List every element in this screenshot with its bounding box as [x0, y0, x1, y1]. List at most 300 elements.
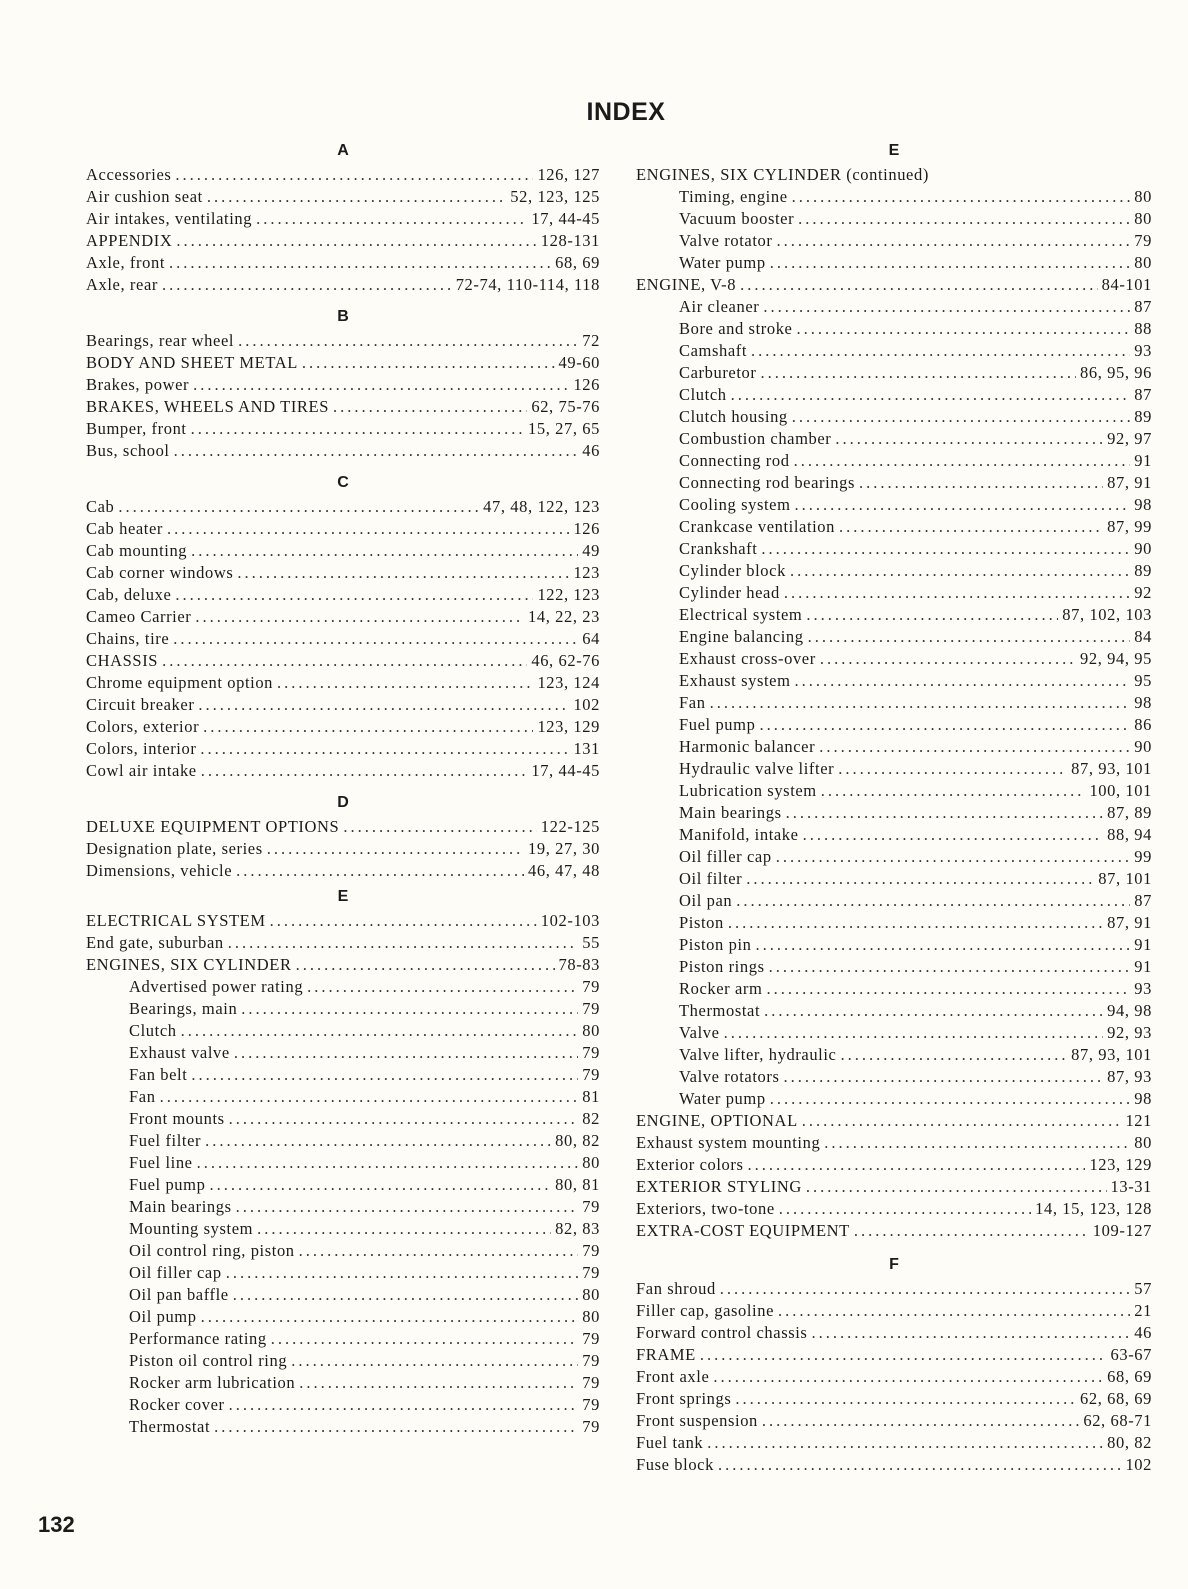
index-entry [86, 418, 600, 440]
entry-pages: 91 [1134, 935, 1152, 954]
dot-leader [820, 648, 1076, 670]
index-entry [86, 330, 600, 352]
entry-pages: 122, 123 [537, 585, 600, 604]
entry-label: Oil pan [679, 891, 733, 910]
entry-pages: 46 [1134, 1323, 1152, 1342]
index-entry [86, 860, 600, 882]
entry-label: Bumper, front [86, 419, 187, 438]
entry-pages: 80 [1134, 253, 1152, 272]
index-entry [86, 606, 600, 628]
dot-leader [798, 208, 1130, 230]
right-column [636, 140, 1152, 1476]
index-entry [636, 1132, 1152, 1154]
index-entry [86, 816, 600, 838]
dot-leader [759, 714, 1130, 736]
index-entry [636, 1454, 1152, 1476]
entry-label: Timing, engine [679, 187, 788, 206]
index-section [86, 472, 600, 782]
entry-pages: 93 [1134, 341, 1152, 360]
index-entry [636, 1278, 1152, 1300]
index-subentry [636, 626, 1152, 648]
index-subentry [636, 472, 1152, 494]
entry-label: Filler cap, gasoline [636, 1301, 775, 1320]
section-letter: B [337, 308, 349, 325]
dot-leader [241, 998, 578, 1020]
entry-label: Dimensions, vehicle [86, 861, 233, 880]
entry-pages: 21 [1134, 1301, 1152, 1320]
entry-label: Fuse block [636, 1455, 714, 1474]
entry-label: Front axle [636, 1367, 710, 1386]
dot-leader [160, 1086, 579, 1108]
index-section [86, 886, 600, 1438]
entry-label: Cooling system [679, 495, 791, 514]
entry-pages: 82, 83 [555, 1219, 600, 1238]
dot-leader [839, 516, 1103, 538]
entry-label: Fan shroud [636, 1279, 716, 1298]
entry-label: Rocker cover [129, 1395, 225, 1414]
dot-leader [226, 1262, 579, 1284]
index-entry [636, 1300, 1152, 1322]
entry-label: Bearings, main [129, 999, 238, 1018]
index-entry [86, 496, 600, 518]
dot-leader [735, 1388, 1076, 1410]
index-entry [86, 694, 600, 716]
index-entry [636, 1220, 1152, 1242]
entry-pages: 87, 91 [1107, 913, 1152, 932]
entry-label: FRAME [636, 1345, 696, 1364]
entry-pages: 98 [1134, 693, 1152, 712]
entry-label: Clutch [129, 1021, 177, 1040]
entry-label: Main bearings [129, 1197, 232, 1216]
entry-label: Air intakes, ventilating [86, 209, 253, 228]
entry-label: Oil pump [129, 1307, 197, 1326]
entry-label: Lubrication system [679, 781, 817, 800]
entry-pages: 81 [582, 1087, 600, 1106]
dot-leader [203, 716, 533, 738]
dot-leader [795, 494, 1131, 516]
entry-pages: 87, 89 [1107, 803, 1152, 822]
entry-label: Fuel line [129, 1153, 193, 1172]
index-subentry [636, 384, 1152, 406]
dot-leader [173, 628, 578, 650]
entry-pages: 79 [1134, 231, 1152, 250]
entry-label: Bus, school [86, 441, 170, 460]
entry-pages: 84-101 [1101, 275, 1152, 294]
index-entry [636, 1110, 1152, 1132]
entry-label: Circuit breaker [86, 695, 195, 714]
index-subentry [636, 824, 1152, 846]
entry-label: ENGINES, SIX CYLINDER [86, 955, 292, 974]
entry-label: Mounting system [129, 1219, 254, 1238]
entry-label: ELECTRICAL SYSTEM [86, 911, 266, 930]
dot-leader [762, 1410, 1079, 1432]
dot-leader [197, 1152, 579, 1174]
index-subentry [86, 1020, 600, 1042]
dot-leader [299, 1240, 579, 1262]
entry-label: Piston [679, 913, 724, 932]
index-section [86, 792, 600, 882]
index-subentry [636, 318, 1152, 340]
dot-leader [784, 1066, 1104, 1088]
entry-label: BRAKES, WHEELS AND TIRES [86, 397, 329, 416]
index-entry [86, 440, 600, 462]
entry-label: Cameo Carrier [86, 607, 192, 626]
dot-leader [118, 496, 479, 518]
entry-pages: 87, 93 [1107, 1067, 1152, 1086]
index-subentry [636, 890, 1152, 912]
entry-pages: 87, 101 [1098, 869, 1152, 888]
index-subentry [636, 186, 1152, 208]
entry-pages: 15, 27, 65 [528, 419, 600, 438]
entry-pages: 92 [1134, 583, 1152, 602]
entry-label: Combustion chamber [679, 429, 832, 448]
entry-label: Exterior colors [636, 1155, 744, 1174]
entry-pages: 80 [1134, 209, 1152, 228]
entry-label: CHASSIS [86, 651, 159, 670]
dot-leader [299, 1372, 578, 1394]
entry-label: Oil filter [679, 869, 743, 888]
entry-pages: 88, 94 [1107, 825, 1152, 844]
entry-label: Piston pin [679, 935, 752, 954]
dot-leader [256, 208, 527, 230]
dot-leader [167, 518, 569, 540]
entry-pages: 17, 44-45 [531, 209, 600, 228]
dot-leader [784, 582, 1130, 604]
entry-label: Piston rings [679, 957, 765, 976]
entry-label: Crankshaft [679, 539, 758, 558]
dot-leader [806, 604, 1058, 626]
dot-leader [795, 670, 1131, 692]
entry-pages: 80 [582, 1285, 600, 1304]
index-entry [86, 352, 600, 374]
entry-label: Connecting rod [679, 451, 790, 470]
dot-leader [835, 428, 1103, 450]
entry-label: Axle, front [86, 253, 165, 272]
entry-pages: 89 [1134, 561, 1152, 580]
index-subentry [86, 1064, 600, 1086]
entry-pages: 64 [582, 629, 600, 648]
entry-pages: 126 [573, 519, 600, 538]
entry-pages: 87, 93, 101 [1071, 759, 1152, 778]
entry-label: Colors, exterior [86, 717, 200, 736]
dot-leader [207, 186, 506, 208]
dot-leader [792, 186, 1131, 208]
index-subentry [86, 1262, 600, 1284]
entry-pages: 62, 68, 69 [1080, 1389, 1152, 1408]
index-entry [86, 838, 600, 860]
entry-label: Engine balancing [679, 627, 804, 646]
entry-label: Carburetor [679, 363, 757, 382]
entry-pages: 87, 102, 103 [1062, 605, 1152, 624]
entry-pages: 123, 129 [537, 717, 600, 736]
entry-pages: 79 [582, 1329, 600, 1348]
section-letter: C [337, 474, 349, 491]
index-subentry [636, 692, 1152, 714]
entry-pages: 102 [1125, 1455, 1152, 1474]
entry-pages: 80, 82 [1107, 1433, 1152, 1452]
entry-pages: 92, 97 [1107, 429, 1152, 448]
index-entry [86, 208, 600, 230]
entry-pages: 98 [1134, 495, 1152, 514]
index-subentry [86, 1196, 600, 1218]
dot-leader [237, 562, 569, 584]
entry-label: ENGINES, SIX CYLINDER (continued) [636, 165, 929, 184]
index-entry [86, 540, 600, 562]
index-subentry [636, 802, 1152, 824]
entry-pages: 84 [1134, 627, 1152, 646]
index-subentry [636, 208, 1152, 230]
entry-pages: 86 [1134, 715, 1152, 734]
entry-label: Cylinder head [679, 583, 780, 602]
dot-leader [176, 230, 536, 252]
entry-pages: 55 [582, 933, 600, 952]
dot-leader [718, 1454, 1121, 1476]
dot-leader [838, 758, 1067, 780]
entry-label: Front mounts [129, 1109, 225, 1128]
entry-pages: 86, 95, 96 [1080, 363, 1152, 382]
index-subentry [86, 976, 600, 998]
dot-leader [302, 352, 555, 374]
index-subentry [86, 1218, 600, 1240]
entry-pages: 72 [582, 331, 600, 350]
index-subentry [86, 1284, 600, 1306]
dot-leader [746, 868, 1094, 890]
dot-leader [840, 1044, 1067, 1066]
dot-leader [174, 440, 579, 462]
index-subentry [636, 780, 1152, 802]
index-entry [86, 584, 600, 606]
dot-leader [333, 396, 527, 418]
index-entry [636, 1344, 1152, 1366]
entry-pages: 109-127 [1092, 1221, 1152, 1240]
entry-label: Cylinder block [679, 561, 786, 580]
entry-pages: 89 [1134, 407, 1152, 426]
entry-label: Exhaust valve [129, 1043, 230, 1062]
entry-pages: 98 [1134, 1089, 1152, 1108]
index-subentry [636, 230, 1152, 252]
entry-label: Air cleaner [679, 297, 760, 316]
entry-pages: 87, 93, 101 [1071, 1045, 1152, 1064]
entry-pages: 131 [573, 739, 600, 758]
dot-leader [707, 1432, 1103, 1454]
entry-pages: 87, 91 [1107, 473, 1152, 492]
index-subentry [86, 1152, 600, 1174]
entry-label: Valve [679, 1023, 720, 1042]
index-entry [636, 1366, 1152, 1388]
entry-label: Chains, tire [86, 629, 170, 648]
dot-leader [291, 1350, 578, 1372]
index-entry [86, 716, 600, 738]
dot-leader [802, 1110, 1122, 1132]
dot-leader [343, 816, 536, 838]
page-number: 132 [38, 1512, 75, 1537]
index-entry [636, 1198, 1152, 1220]
entry-label: Performance rating [129, 1329, 267, 1348]
index-entry [86, 230, 600, 252]
dot-leader [811, 1322, 1130, 1344]
index-subentry [636, 1066, 1152, 1088]
entry-label: Fuel filter [129, 1131, 202, 1150]
dot-leader [162, 274, 452, 296]
index-subentry [636, 912, 1152, 934]
entry-pages: 80 [582, 1021, 600, 1040]
entry-pages: 79 [582, 1197, 600, 1216]
dot-leader [233, 1284, 579, 1306]
dot-leader [175, 164, 533, 186]
index-subentry [636, 1044, 1152, 1066]
page-title: INDEX [586, 98, 666, 126]
dot-leader [270, 910, 537, 932]
entry-pages: 91 [1134, 957, 1152, 976]
index-subentry [636, 736, 1152, 758]
entry-label: Main bearings [679, 803, 782, 822]
entry-pages: 47, 48, 122, 123 [483, 497, 600, 516]
index-subentry [636, 1088, 1152, 1110]
entry-label: ENGINE, V-8 [636, 275, 737, 294]
entry-pages: 80, 82 [555, 1131, 600, 1150]
dot-leader [277, 672, 533, 694]
index-entry [86, 518, 600, 540]
dot-leader [198, 694, 569, 716]
index-subentry [636, 428, 1152, 450]
index-entry [86, 274, 600, 296]
entry-pages: 79 [582, 1065, 600, 1084]
index-subentry [636, 670, 1152, 692]
section-letter: E [888, 142, 900, 159]
entry-pages: 87 [1134, 385, 1152, 404]
dot-leader [200, 738, 569, 760]
entry-pages: 68, 69 [555, 253, 600, 272]
entry-label: Clutch [679, 385, 727, 404]
index-subentry [86, 1130, 600, 1152]
dot-leader [720, 1278, 1131, 1300]
dot-leader [193, 374, 569, 396]
dot-leader [766, 978, 1130, 1000]
entry-pages: 122-125 [540, 817, 600, 836]
dot-leader [786, 802, 1103, 824]
entry-label: Forward control chassis [636, 1323, 808, 1342]
dot-leader [731, 384, 1131, 406]
entry-label: Cab, deluxe [86, 585, 172, 604]
entry-label: Exteriors, two-tone [636, 1199, 775, 1218]
entry-label: Crankcase ventilation [679, 517, 836, 536]
dot-leader [238, 330, 578, 352]
entry-label: Exhaust cross-over [679, 649, 816, 668]
dot-leader [229, 1394, 579, 1416]
dot-leader [794, 450, 1131, 472]
entry-pages: 90 [1134, 539, 1152, 558]
entry-label: Cowl air intake [86, 761, 197, 780]
dot-leader [770, 1088, 1131, 1110]
entry-pages: 79 [582, 1373, 600, 1392]
entry-pages: 79 [582, 1043, 600, 1062]
entry-label: Exhaust system mounting [636, 1133, 821, 1152]
entry-pages: 91 [1134, 451, 1152, 470]
index-subentry [636, 868, 1152, 890]
dot-leader [710, 692, 1131, 714]
entry-pages: 79 [582, 1241, 600, 1260]
entry-label: ENGINE, OPTIONAL [636, 1111, 798, 1130]
dot-leader [229, 1108, 579, 1130]
index-subentry [86, 1350, 600, 1372]
dot-leader [195, 606, 524, 628]
entry-pages: 102-103 [540, 911, 600, 930]
index-entry [86, 760, 600, 782]
index-entry [86, 954, 600, 976]
entry-pages: 80 [1134, 187, 1152, 206]
dot-leader [162, 650, 527, 672]
dot-leader [175, 584, 533, 606]
entry-pages: 82 [582, 1109, 600, 1128]
entry-pages: 80 [1134, 1133, 1152, 1152]
index-subentry [636, 846, 1152, 868]
entry-label: Colors, interior [86, 739, 197, 758]
entry-label: Thermostat [129, 1417, 211, 1436]
index-subentry [86, 1328, 600, 1350]
dot-leader [776, 846, 1131, 868]
entry-pages: 95 [1134, 671, 1152, 690]
index-subentry [636, 538, 1152, 560]
index-subentry [86, 1372, 600, 1394]
dot-leader [778, 1300, 1130, 1322]
dot-leader [776, 230, 1130, 252]
dot-leader [859, 472, 1103, 494]
dot-leader [228, 932, 579, 954]
dot-leader [796, 318, 1130, 340]
entry-label: Air cushion seat [86, 187, 203, 206]
index-subentry [86, 1086, 600, 1108]
dot-leader [257, 1218, 551, 1240]
entry-pages: 87, 99 [1107, 517, 1152, 536]
dot-leader [740, 274, 1098, 296]
index-entry [636, 1410, 1152, 1432]
index-entry [636, 1154, 1152, 1176]
index-subentry [86, 1174, 600, 1196]
index-subentry [636, 450, 1152, 472]
entry-label: Hydraulic valve lifter [679, 759, 835, 778]
dot-leader [764, 1000, 1103, 1022]
dot-leader [724, 1022, 1104, 1044]
index-subentry [636, 494, 1152, 516]
entry-label: Oil control ring, piston [129, 1241, 295, 1260]
entry-pages: 79 [582, 1351, 600, 1370]
index-subentry [86, 1306, 600, 1328]
entry-pages: 68, 69 [1107, 1367, 1152, 1386]
entry-label: Water pump [679, 1089, 766, 1108]
entry-label: Manifold, intake [679, 825, 799, 844]
entry-label: Oil pan baffle [129, 1285, 229, 1304]
index-subentry [86, 1416, 600, 1438]
entry-label: EXTERIOR STYLING [636, 1177, 802, 1196]
index-entry [86, 738, 600, 760]
entry-label: APPENDIX [86, 231, 173, 250]
index-subentry [636, 648, 1152, 670]
entry-pages: 93 [1134, 979, 1152, 998]
entry-pages: 79 [582, 977, 600, 996]
entry-pages: 79 [582, 1263, 600, 1282]
entry-pages: 79 [582, 1417, 600, 1436]
index-subentry [636, 516, 1152, 538]
entry-pages: 100, 101 [1089, 781, 1152, 800]
index-subentry [86, 998, 600, 1020]
dot-leader [209, 1174, 551, 1196]
index-subentry [636, 582, 1152, 604]
entry-label: Bore and stroke [679, 319, 793, 338]
dot-leader [236, 860, 524, 882]
index-entry [636, 1322, 1152, 1344]
entry-label: Fan [679, 693, 706, 712]
entry-label: Advertised power rating [129, 977, 304, 996]
